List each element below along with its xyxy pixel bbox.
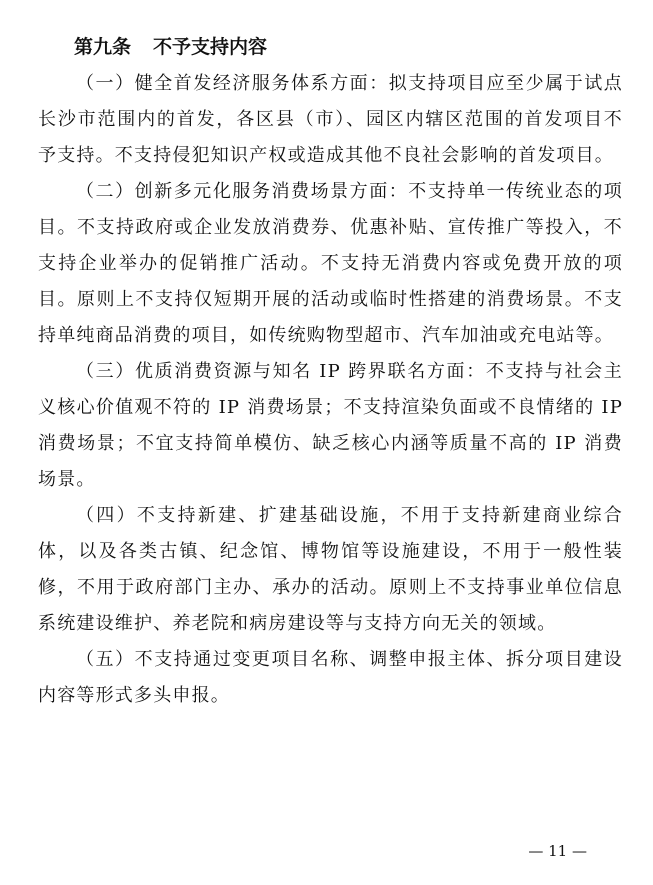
paragraph-5: （五）不支持通过变更项目名称、调整申报主体、拆分项目建设内容等形式多头申报。 — [38, 649, 623, 706]
document-page — [38, 28, 623, 714]
page-number: — 11 — — [528, 842, 587, 860]
paragraph-1: （一）健全首发经济服务体系方面：拟支持项目应至少属于试点长沙市范围内的首发，各区县（市）、园区内辖区范围的首发项目不予支持。不支持侵犯知识产权或造成其他不良社会影响的首发项目。 — [38, 73, 623, 166]
paragraph-3: （三）优质消费资源与知名 IP 跨界联名方面：不支持与社会主义核心价值观不符的 IP 消费场景；不支持渲染负面或不良情绪的 IP 消费场景；不宜支持简单模仿、缺乏核心内涵等质量不高的 IP 消费场景。 — [38, 361, 623, 490]
article-title: 不予支持内容 — [153, 36, 268, 58]
article-number: 第九条 — [74, 36, 132, 58]
paragraph-2: （二）创新多元化服务消费场景方面：不支持单一传统业态的项目。不支持政府或企业发放消费券、优惠补贴、宣传推广等投入，不支持企业举办的促销推广活动。不支持无消费内容或免费开放的项目。原则上不支持仅短期开展的活动或临时性搭建的消费场景。不支持单纯商品消费的项目，如传统购物型超市、汽车加油或充电站等。 — [38, 181, 623, 346]
article-heading — [74, 28, 623, 66]
paragraph-4: （四）不支持新建、扩建基础设施，不用于支持新建商业综合体，以及各类古镇、纪念馆、博物馆等设施建设，不用于一般性装修，不用于政府部门主办、承办的活动。原则上不支持事业单位信息系统建设维护、养老院和病房建设等与支持方向无关的领域。 — [38, 505, 623, 634]
